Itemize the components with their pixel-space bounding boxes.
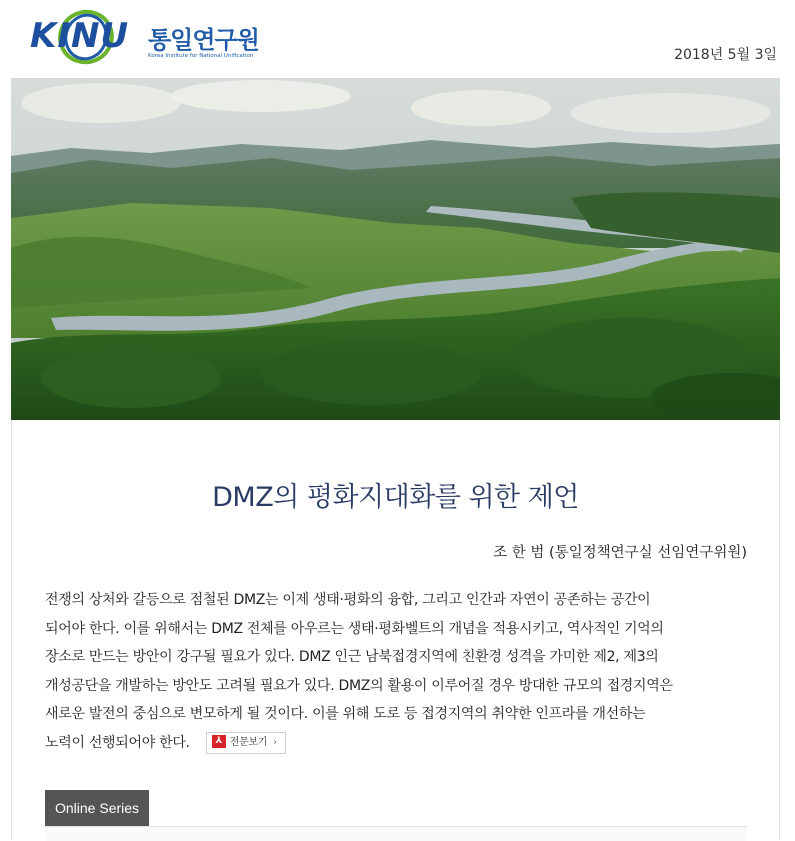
article-card <box>11 420 780 840</box>
summary-line-last <box>45 729 755 758</box>
summary-line: 노력이 선행되어야 한다. <box>45 734 190 751</box>
org-name-en: Korea Institute for National Unification <box>148 53 254 59</box>
landscape-river-photo <box>11 78 780 420</box>
summary-line: 장소로 만드는 방안이 강구될 필요가 있다. DMZ 인근 남북접경지역에 친환경 성격을 가미한 제2, 제3의 <box>45 649 659 666</box>
series-divider <box>45 826 747 841</box>
pdf-icon: ⅄ <box>212 735 226 748</box>
chevron-right-icon: › <box>273 736 277 748</box>
kinu-logo[interactable] <box>30 6 270 72</box>
article-title: DMZ의 평화지대화를 위한 제언 <box>212 482 579 513</box>
article-author: 조 한 범 (통일정책연구실 선임연구위원) <box>493 545 747 561</box>
page-header <box>0 0 795 78</box>
hero-image <box>11 78 780 420</box>
summary-line: 전쟁의 상처와 갈등으로 점철된 DMZ는 이제 생태·평화의 융합, 그리고 인간과 자연이 공존하는 공간이 <box>45 592 651 608</box>
summary-line: 개성공단을 개발하는 방안도 고려될 필요가 있다. DMZ의 활용이 이루어질 경우 방대한 규모의 접경지역은 <box>45 677 673 694</box>
full-view-button[interactable] <box>206 732 286 754</box>
tab-online-series[interactable]: Online Series <box>45 790 149 826</box>
article-summary <box>45 586 755 758</box>
org-name: 통일연구원 <box>148 26 259 54</box>
logo-letters: KINU <box>30 16 130 56</box>
full-view-label: 전문보기 <box>229 736 268 748</box>
summary-line: 새로운 발전의 중심으로 변모하게 될 것이다. 이를 위해 도로 등 접경지역의 취약한 인프라를 개선하는 <box>45 706 646 723</box>
publish-date: 2018년 5월 3일 <box>674 47 777 63</box>
summary-line: 되어야 한다. 이를 위해서는 DMZ 전체를 아우르는 생태·평화벨트의 개념을 적용시키고, 역사적인 기억의 <box>45 620 664 637</box>
